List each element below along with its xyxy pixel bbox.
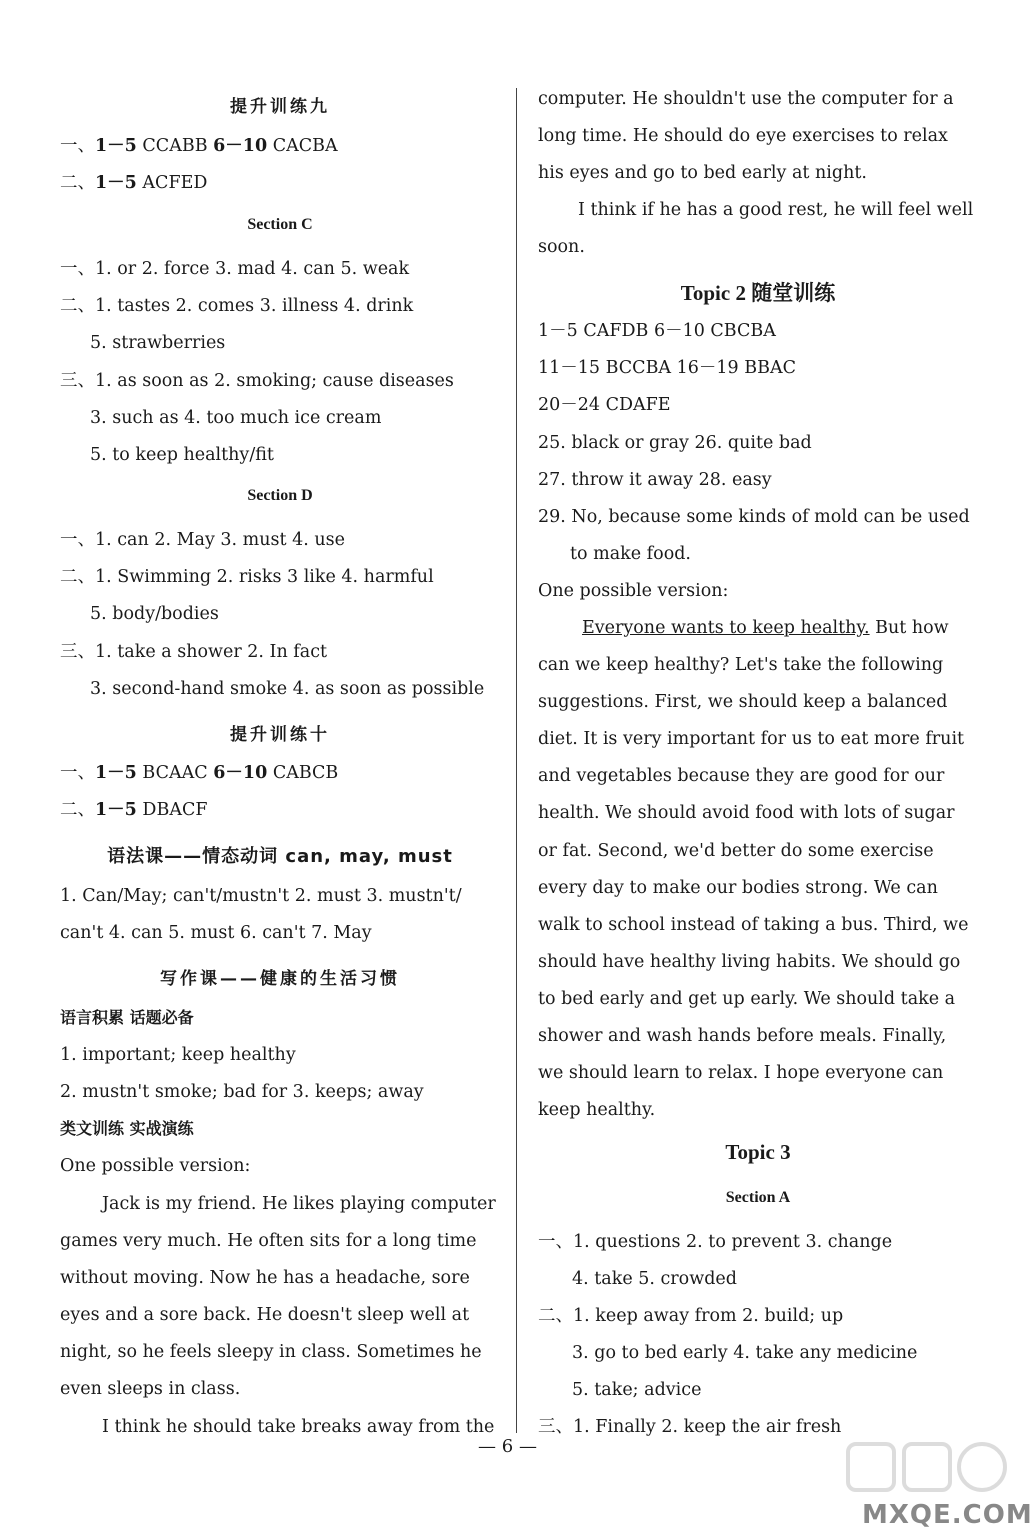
essay-line: health. We should avoid food with lots of sugar bbox=[538, 803, 955, 823]
essay-line: can we keep healthy? Let's take the following bbox=[538, 655, 944, 675]
essay-line: suggestions. First, we should keep a balanced bbox=[538, 692, 948, 712]
answer-line: can't 4. can 5. must 6. can't 7. May bbox=[60, 923, 372, 943]
answer-line: 一、1－5 CCABB 6－10 CACBA bbox=[60, 136, 338, 156]
essay-line: we should learn to relax. I hope everyone can bbox=[538, 1063, 944, 1083]
essay-line: night, so he feels sleepy in class. Sometimes he bbox=[60, 1342, 482, 1362]
answer-line: 29. No, because some kinds of mold can be used bbox=[538, 507, 970, 527]
answer-line: 二、1－5 DBACF bbox=[60, 800, 208, 820]
essay-line: or fat. Second, we'd better do some exercise bbox=[538, 841, 934, 861]
answer-line: One possible version: bbox=[60, 1156, 251, 1176]
answer-line: 三、1. take a shower 2. In fact bbox=[60, 642, 328, 662]
answer-line: One possible version: bbox=[538, 581, 729, 601]
answer-line: 3. second-hand smoke 4. as soon as possible bbox=[90, 679, 485, 699]
column-divider bbox=[516, 88, 517, 1433]
essay-line: long time. He should do eye exercises to relax bbox=[538, 126, 948, 146]
essay-line: diet. It is very important for us to eat more fruit bbox=[538, 729, 965, 749]
essay-line: even sleeps in class. bbox=[60, 1379, 241, 1399]
answer-line: 27. throw it away 28. easy bbox=[538, 470, 772, 490]
subheading: 语言积累 话题必备 bbox=[60, 1008, 194, 1027]
answer-line: 二、1－5 ACFED bbox=[60, 173, 208, 193]
answer-line: 一、1. questions 2. to prevent 3. change bbox=[538, 1232, 893, 1252]
essay-line: soon. bbox=[538, 237, 585, 257]
heading-writing: 写作课——健康的生活习惯 bbox=[160, 969, 400, 989]
answer-line: 二、1. tastes 2. comes 3. illness 4. drink bbox=[60, 296, 414, 316]
essay-line: I think if he has a good rest, he will feel well bbox=[578, 200, 974, 220]
answer-line: 20－24 CDAFE bbox=[538, 395, 671, 415]
answer-line: 1. important; keep healthy bbox=[60, 1045, 296, 1065]
essay-line: eyes and a sore back. He doesn't sleep well at bbox=[60, 1305, 470, 1325]
answer-line: 一、1. or 2. force 3. mad 4. can 5. weak bbox=[60, 259, 410, 279]
essay-line: Jack is my friend. He likes playing computer bbox=[102, 1194, 496, 1214]
answer-line: 一、1－5 BCAAC 6－10 CABCB bbox=[60, 763, 339, 783]
essay-line: his eyes and go to bed early at night. bbox=[538, 163, 867, 183]
answer-line: 3. go to bed early 4. take any medicine bbox=[572, 1343, 918, 1363]
heading-grammar: 语法课——情态动词 can, may, must bbox=[107, 846, 453, 867]
answer-line: 25. black or gray 26. quite bad bbox=[538, 433, 812, 453]
heading-tishen-9: 提升训练九 bbox=[230, 97, 330, 117]
heading-tishen-10: 提升训练十 bbox=[230, 725, 330, 745]
answer-line: to make food. bbox=[570, 544, 691, 564]
answer-line: 三、1. Finally 2. keep the air fresh bbox=[538, 1417, 842, 1437]
answer-line: 4. take 5. crowded bbox=[572, 1269, 737, 1289]
topic-3-heading: Topic 3 bbox=[725, 1140, 791, 1164]
answer-line: 一、1. can 2. May 3. must 4. use bbox=[60, 530, 345, 550]
answer-line: 11－15 BCCBA 16－19 BBAC bbox=[538, 358, 796, 378]
essay-line: walk to school instead of taking a bus. Third, we bbox=[538, 915, 969, 935]
section-d-heading: Section D bbox=[247, 487, 313, 504]
answer-line: 二、1. Swimming 2. risks 3 like 4. harmful bbox=[60, 567, 434, 587]
essay-line: to bed early and get up early. We should take a bbox=[538, 989, 956, 1009]
watermark-text: MXQE.COM bbox=[862, 1500, 1033, 1530]
answer-line: 3. such as 4. too much ice cream bbox=[90, 408, 382, 428]
answer-line: 5. to keep healthy/fit bbox=[90, 445, 274, 465]
subheading: 类文训练 实战演练 bbox=[60, 1119, 194, 1138]
answer-line: 1－5 CAFDB 6－10 CBCBA bbox=[538, 321, 776, 341]
essay-line: should have healthy living habits. We should go bbox=[538, 952, 961, 972]
essay-line: keep healthy. bbox=[538, 1100, 656, 1120]
essay-line: and vegetables because they are good for our bbox=[538, 766, 945, 786]
answer-line: 5. strawberries bbox=[90, 333, 226, 353]
answer-line: 二、1. keep away from 2. build; up bbox=[538, 1306, 844, 1326]
page-number: — 6 — bbox=[478, 1436, 537, 1457]
answer-line: 2. mustn't smoke; bad for 3. keeps; away bbox=[60, 1082, 424, 1102]
answer-line: 5. body/bodies bbox=[90, 604, 219, 624]
section-c-heading: Section C bbox=[247, 216, 313, 233]
answer-line: 5. take; advice bbox=[572, 1380, 702, 1400]
topic-2-heading: Topic 2 随堂训练 bbox=[680, 281, 836, 305]
section-a-heading: Section A bbox=[725, 1189, 791, 1206]
essay-line: shower and wash hands before meals. Finally, bbox=[538, 1026, 947, 1046]
answer-line: 三、1. as soon as 2. smoking; cause diseases bbox=[60, 371, 454, 391]
essay-line: every day to make our bodies strong. We can bbox=[538, 878, 938, 898]
essay-line: without moving. Now he has a headache, sore bbox=[60, 1268, 470, 1288]
essay-line: I think he should take breaks away from the bbox=[102, 1417, 495, 1437]
essay-line: Everyone wants to keep healthy. But how bbox=[582, 618, 949, 638]
essay-line: games very much. He often sits for a long time bbox=[60, 1231, 477, 1251]
answer-line: 1. Can/May; can't/mustn't 2. must 3. mustn't/ bbox=[60, 886, 462, 906]
essay-line: computer. He shouldn't use the computer for a bbox=[538, 89, 954, 109]
